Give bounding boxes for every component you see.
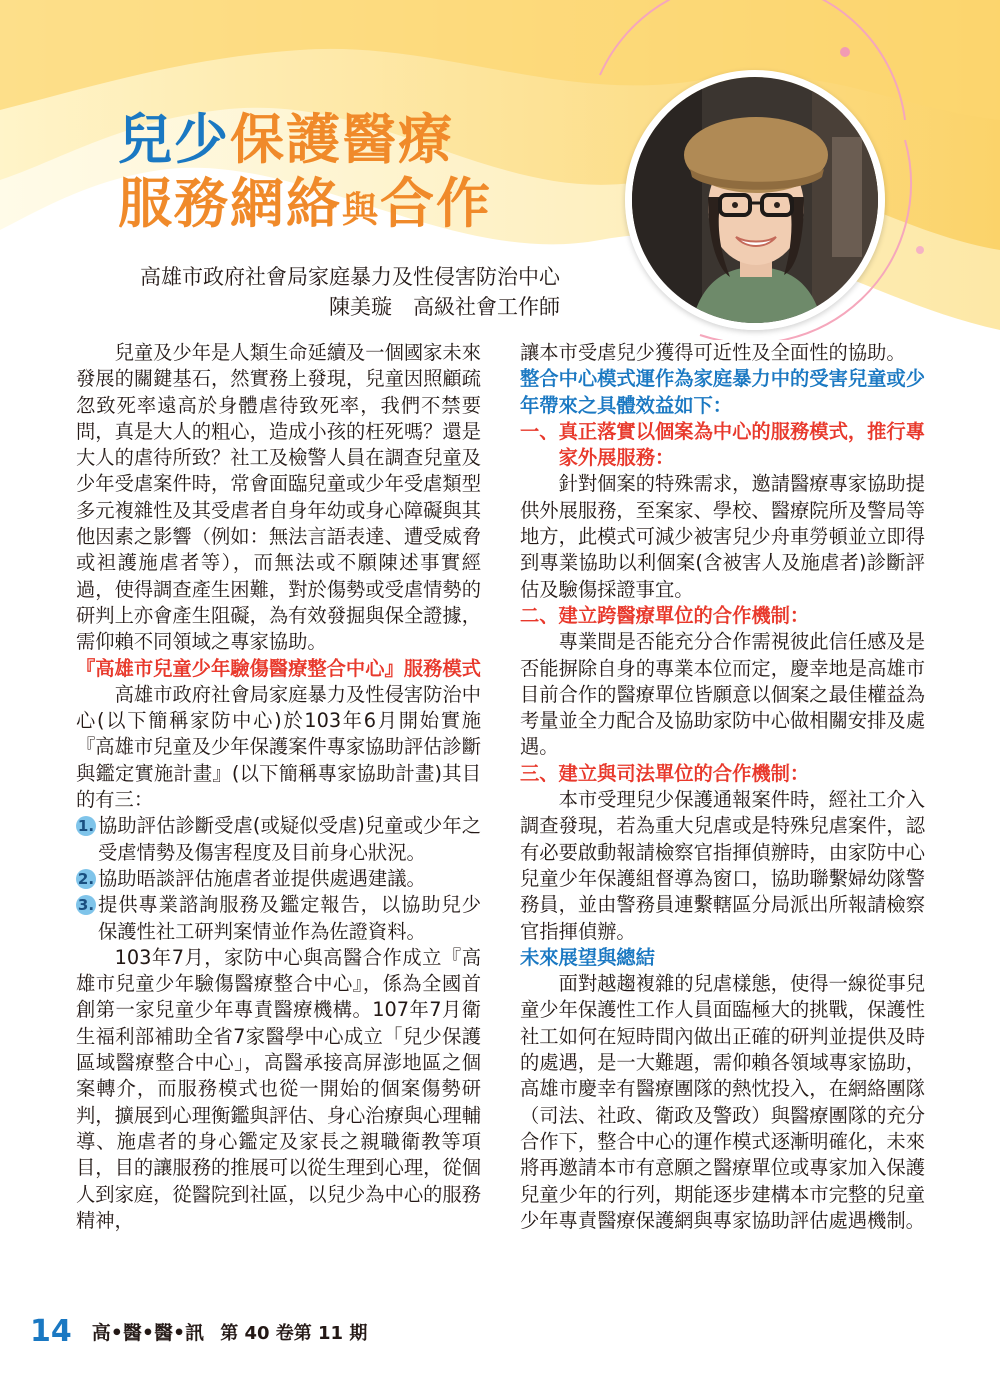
author-byline bbox=[140, 262, 560, 322]
right-column bbox=[520, 340, 925, 1234]
section-heading: 整合中心模式運作為家庭暴力中的受害兒童或少年帶來之具體效益如下： bbox=[520, 367, 925, 417]
title-part: 服務網絡 bbox=[118, 172, 342, 235]
numbered-item bbox=[76, 866, 481, 892]
paragraph: 讓本市受虐兒少獲得可近性及全面性的協助。 bbox=[520, 341, 906, 364]
page-number: 14 bbox=[30, 1314, 72, 1349]
subsection-heading: 一、真正落實以個案為中心的服務模式，推行專家外展服務： bbox=[520, 419, 925, 470]
issue-number: 第 40 卷第 11 期 bbox=[220, 1322, 368, 1344]
section-heading: 『高雄市兒童少年驗傷醫療整合中心』服務模式 bbox=[76, 656, 481, 680]
numbered-item bbox=[76, 813, 481, 866]
title-part: 與 bbox=[342, 190, 381, 231]
paragraph: 本市受理兒少保護通報案件時，經社工介入調查發現，若為重大兒虐或是特殊兒虐案件，認有必要啟動報請檢察官指揮偵辦時，由家防中心兒童少年保護組督導為窗口，協助聯繫婦幼隊警務員，並由警務員連繫轄區分局派出所報請檢察官指揮偵辦。 bbox=[520, 788, 925, 943]
page-footer bbox=[30, 1314, 367, 1349]
article-title bbox=[118, 108, 492, 243]
paragraph: 高雄市政府社會局家庭暴力及性侵害防治中心(以下簡稱家防中心)於103年6月開始實施『高雄市兒童及少年保護案件專家協助評估診斷與鑑定實施計畫』(以下簡稱專家協助計畫)其目的有三： bbox=[76, 682, 481, 812]
subsection-heading: 三、建立與司法單位的合作機制： bbox=[520, 761, 810, 785]
number-badge: 3. bbox=[77, 896, 95, 915]
subsection-heading: 二、建立跨醫療單位的合作機制： bbox=[520, 603, 810, 627]
paragraph: 專業間是否能充分合作需視彼此信任感及是否能摒除自身的專業本位而定，慶幸地是高雄市目前合作的醫療單位皆願意以個案之最佳權益為考量並全力配合及協助家防中心做相關安排及處遇。 bbox=[520, 630, 925, 759]
number-badge: 2. bbox=[77, 869, 95, 888]
author-photo bbox=[625, 70, 885, 330]
author-name: 陳美璇 高級社會工作師 bbox=[329, 295, 560, 319]
section-heading: 未來展望與總結 bbox=[520, 945, 655, 969]
magazine-name: 高•醫•醫•訊 bbox=[91, 1322, 205, 1344]
title-part: 兒少 bbox=[118, 108, 230, 171]
paragraph: 面對越趨複雜的兒虐樣態，使得一線從事兒童少年保護性工作人員面臨極大的挑戰，保護性社工如何在短時間內做出正確的研判並提供及時的處遇，是一大難題，需仰賴各領域專家協助，高雄市慶幸有醫療團隊的熱忱投入，在網絡團隊（司法、社政、衛政及警政）與醫療團隊的充分合作下，整合中心的運作模式逐漸明確化，未來將再邀請本市有意願之醫療單位或專家加入保護兒童少年的行列，期能逐步建構本市完整的兒童少年專責醫療保護網與專家協助評估處遇機制。 bbox=[520, 972, 925, 1232]
title-part: 保護醫療 bbox=[230, 108, 454, 171]
author-org: 高雄市政府社會局家庭暴力及性侵害防治中心 bbox=[140, 265, 560, 289]
paragraph: 103年7月，家防中心與高醫合作成立『高雄市兒童少年驗傷醫療整合中心』，係為全國首創第一家兒童少年專責醫療機構。107年7月衛生福利部補助全省7家醫學中心成立「兒少保護區域醫療整合中心」，高醫承接高屏澎地區之個案轉介，而服務模式也從一開始的個案傷勢研判，擴展到心理衡鑑與評估、身心治療與心理輔導、施虐者的身心鑑定及家長之親職衛教等項目，目的讓服務的推展可以從生理到心理，從個人到家庭，從醫院到社區，以兒少為中心的服務精神， bbox=[76, 945, 481, 1232]
left-column bbox=[76, 340, 481, 1234]
title-part: 合作 bbox=[380, 172, 493, 235]
paragraph: 兒童及少年是人類生命延續及一個國家未來發展的關鍵基石，然實務上發現，兒童因照顧疏忽致死率遠高於身體虐待致死率，我們不禁要問，真是大人的粗心，造成小孩的枉死嗎？還是大人的虐待所致？社工及檢警人員在調查兒童及少年受虐案件時，常會面臨兒童或少年受虐類型多元複雜性及其受虐者自身年幼或身心障礙與其他因素之影響（例如：無法言語表達、遭受威脅或袒護施虐者等），而無法或不願陳述事實經過，使得調查產生困難，對於傷勢或受虐情勢的研判上亦會產生阻礙，為有效發掘與保全證據，需仰賴不同領域之專家協助。 bbox=[76, 341, 481, 654]
paragraph: 針對個案的特殊需求，邀請醫療專家協助提供外展服務，至案家、學校、醫療院所及警局等地方，此模式可減少被害兒少舟車勞頓並立即得到專業協助以利個案(含被害人及施虐者)診斷評估及驗傷採證事宜。 bbox=[520, 472, 925, 601]
item-text: 協助評估診斷受虐(或疑似受虐)兒童或少年之受虐情勢及傷害程度及目前身心狀況。 bbox=[98, 814, 481, 864]
item-text: 提供專業諮詢服務及鑑定報告，以協助兒少保護性社工研判案情並作為佐證資料。 bbox=[98, 893, 481, 943]
number-badge: 1. bbox=[77, 817, 95, 836]
numbered-item bbox=[76, 892, 481, 945]
item-text: 協助晤談評估施虐者並提供處遇建議。 bbox=[98, 866, 426, 890]
